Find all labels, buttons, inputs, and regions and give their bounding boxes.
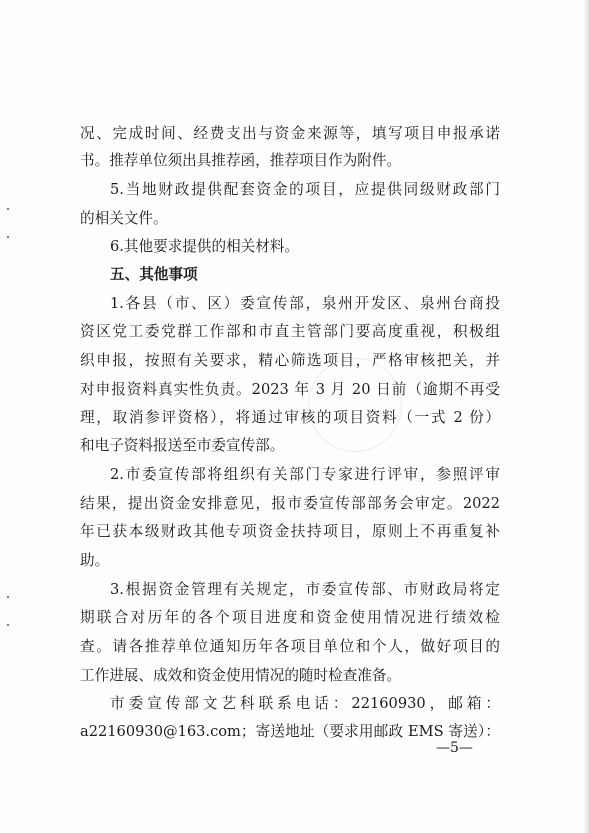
- paragraph-line: 期联合对历年的各个项目进度和资金使用情况进行绩效检: [80, 609, 500, 626]
- paragraph-line: 织申报，按照有关要求，精心筛选项目，严格审核把关，并: [80, 352, 500, 369]
- paragraph-line: 查。请各推荐单位通知历年各项目单位和个人，做好项目的: [80, 638, 500, 655]
- paragraph-line: 结果，提出资金安排意见，报市委宣传部部务会审定。2022: [80, 495, 500, 512]
- binding-hole-mark: [7, 596, 9, 598]
- scan-edge-shadow: [583, 0, 589, 833]
- paragraph-line: 3.根据资金管理有关规定，市委宣传部、市财政局将定: [110, 581, 500, 598]
- binding-hole-mark: [7, 624, 9, 626]
- paragraph-line: 1.各县（市、区）委宣传部，泉州开发区、泉州台商投: [110, 295, 500, 312]
- paragraph-line: 资区党工委党群工作部和市直主管部门要高度重视，积极组: [80, 323, 500, 340]
- paragraph-line: 6.其他要求提供的相关材料。: [110, 238, 300, 255]
- paragraph-line: 5.当地财政提供配套资金的项目，应提供同级财政部门: [110, 181, 500, 198]
- paragraph-line: 对申报资料真实性负责。2023 年 3 月 20 日前（逾期不再受: [80, 381, 500, 398]
- paragraph-line: 和电子资料报送至市委宣传部。: [80, 437, 285, 454]
- paragraph-line: 理，取消参评资格），将通过审核的项目资料（一式 2 份）: [80, 409, 500, 426]
- section-heading: 五、其他事项: [110, 266, 198, 283]
- paragraph-line: 工作进展、成效和资金使用情况的随时检查准备。: [80, 667, 402, 684]
- paragraph-line: 助。: [80, 552, 110, 569]
- paragraph-line: 年已获本级财政其他专项资金扶持项目，原则上不再重复补: [80, 523, 500, 540]
- page-number: —5—: [436, 740, 473, 756]
- binding-hole-mark: [7, 208, 9, 210]
- address-line: a22160930@163.com；寄送地址（要求用邮政 EMS 寄送）：: [80, 723, 500, 740]
- paragraph-line: 的相关文件。: [80, 210, 168, 227]
- paragraph-line: 2.市委宣传部将组织有关部门专家进行评审，参照评审: [110, 466, 500, 483]
- contact-line: 市委宣传部文艺科联系电话：22160930，邮箱：: [110, 695, 500, 712]
- binding-hole-mark: [7, 236, 9, 238]
- paragraph-line: 况、完成时间、经费支出与资金来源等，填写项目申报承诺: [80, 125, 500, 142]
- paragraph-line: 书。推荐单位须出具推荐函，推荐项目作为附件。: [80, 152, 402, 169]
